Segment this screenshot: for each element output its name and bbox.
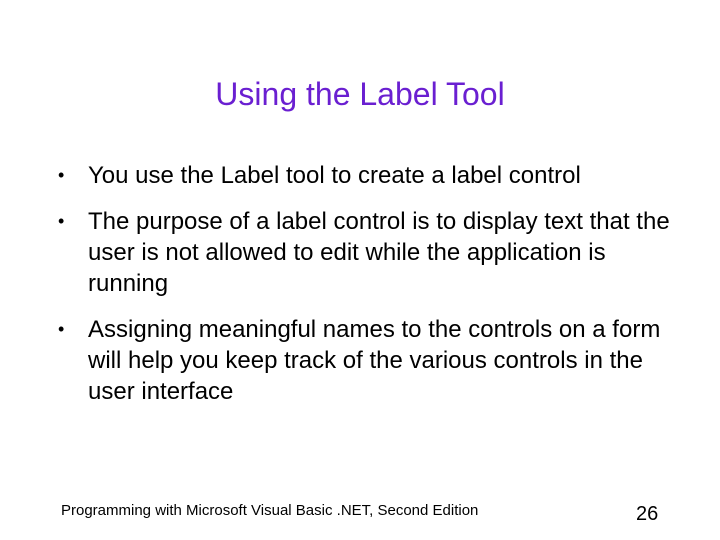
bullet-marker: • bbox=[58, 211, 65, 231]
bullet-list bbox=[56, 160, 676, 422]
bullet-marker: • bbox=[58, 165, 65, 185]
bullet-text: Assigning meaningful names to the controls on a form will help you keep track of the various controls in the user interface bbox=[88, 316, 661, 405]
bullet-text: The purpose of a label control is to display text that the user is not allowed to edit while the application is running bbox=[88, 208, 670, 297]
footer-text: Programming with Microsoft Visual Basic .NET, Second Edition bbox=[61, 502, 479, 519]
slide-title: Using the Label Tool bbox=[215, 76, 505, 112]
bullet-item bbox=[56, 206, 676, 299]
bullet-text: You use the Label tool to create a label control bbox=[88, 162, 581, 189]
page-number: 26 bbox=[636, 503, 659, 525]
bullet-marker: • bbox=[58, 319, 65, 339]
bullet-item bbox=[56, 160, 676, 191]
bullet-item bbox=[56, 314, 676, 407]
